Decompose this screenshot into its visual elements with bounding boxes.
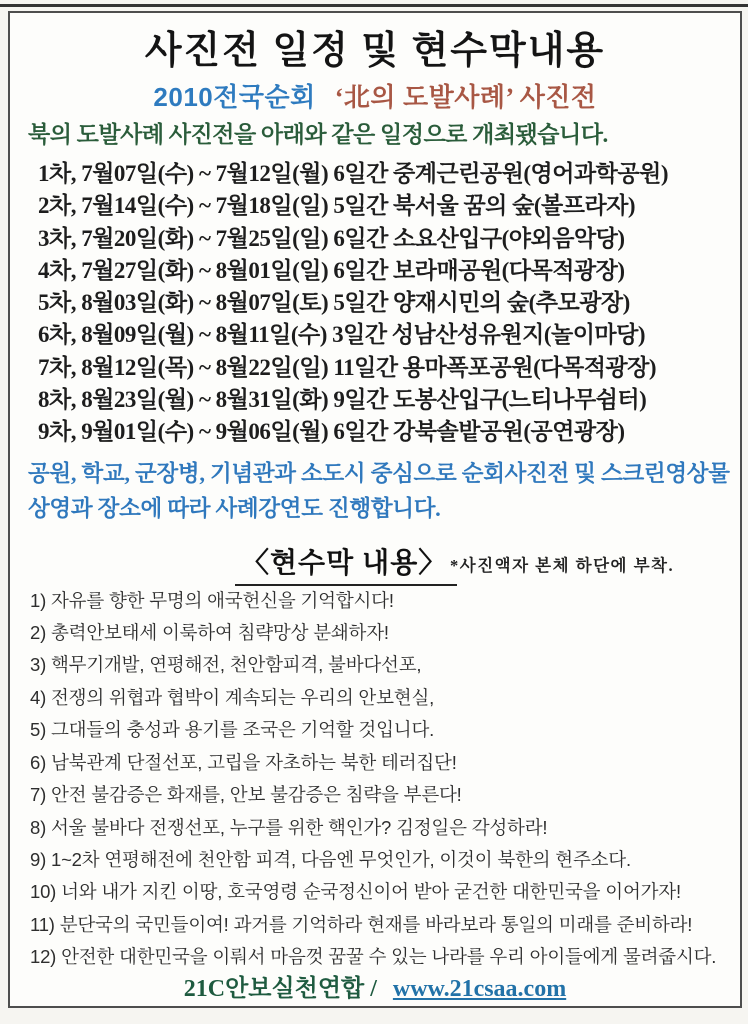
schedule-row: 3차, 7월20일(화) ~ 7월25일(일) 6일간 소요산입구(야외음악당): [38, 225, 625, 251]
tour-description: 공원, 학교, 군장병, 기념관과 소도시 중심으로 순회사진전 및 스크린영상물 상영과 장소에 따라 사례강연도 진행합니다.: [28, 460, 730, 521]
banner-item: 5) 그대들의 충성과 용기를 조국은 기억할 것입니다.: [30, 719, 435, 741]
banner-contents-heading: 〈현수막 내용〉: [235, 541, 457, 586]
schedule-row: 7차, 8월12일(목) ~ 8월22일(일) 11일간 용마폭포공원(다목적광장): [38, 354, 657, 380]
subtitle: [10, 80, 740, 115]
schedule-row: 8차, 8월23일(월) ~ 8월31일(화) 9일간 도봉산입구(느티나무쉼터): [38, 387, 647, 413]
banner-item: 9) 1~2차 연평해전에 천안함 피격, 다음엔 무엇인가, 이것이 북한의 현주소다.: [30, 848, 631, 870]
footer: [10, 974, 740, 1004]
banner-item: 7) 안전 불감증은 화재를, 안보 불감증은 침략을 부른다!: [30, 784, 462, 806]
banner-item: 6) 남북관계 단절선포, 고립을 자초하는 북한 테러집단!: [30, 751, 457, 773]
banner-item: 3) 핵무기개발, 연평해전, 천안함피격, 불바다선포,: [30, 654, 422, 676]
schedule-row: 6차, 8월09일(월) ~ 8월11일(수) 3일간 성남산성유원지(놀이마당): [38, 322, 646, 348]
banner-slogan-list: [30, 585, 740, 974]
document-page: [8, 11, 742, 1008]
schedule-row: 2차, 7월14일(수) ~ 7월18일(일) 5일간 북서울 꿈의 숲(볼프라자): [38, 193, 636, 219]
banner-header-row: [10, 541, 740, 583]
banner-item: 10) 너와 내가 지킨 이땅, 호국영령 순국정신이어 받아 굳건한 대한민국을 이어가자!: [30, 881, 681, 903]
banner-item: 8) 서울 불바다 전쟁선포, 누구를 위한 핵인가? 김정일은 각성하라!: [30, 816, 548, 838]
banner-item: 4) 전쟁의 위협과 협박이 계속되는 우리의 안보현실,: [30, 686, 435, 708]
banner-item: 2) 총력안보태세 이룩하여 침략망상 분쇄하자!: [30, 622, 389, 644]
intro-text: 북의 도발사례 사진전을 아래와 같은 일정으로 개최됐습니다.: [28, 122, 608, 147]
schedule-list: [38, 158, 740, 449]
subtitle-tour-label: 2010전국순회: [153, 82, 316, 112]
schedule-row: 9차, 9월01일(수) ~ 9월06일(월) 6일간 강북솔밭공원(공연광장): [38, 419, 625, 445]
org-name: 21C안보실천연합 /: [183, 975, 377, 1002]
schedule-row: 1차, 7월07일(수) ~ 7월12일(월) 6일간 중계근린공원(영어과학공원): [38, 161, 668, 186]
banner-item: 11) 분단국의 국민들이여! 과거를 기억하라 현재를 바라보라 통일의 미래를 준비하라!: [30, 913, 693, 935]
page-title: 사진전 일정 및 현수막내용: [144, 30, 606, 72]
banner-item: 1) 자유를 향한 무명의 애국헌신을 기억합시다!: [30, 589, 394, 611]
subtitle-exhibit-label: ‘北의 도발사례’ 사진전: [334, 83, 597, 112]
schedule-row: 5차, 8월03일(화) ~ 8월07일(토) 5일간 양재시민의 숲(추모광장): [38, 290, 630, 316]
banner-attach-note: *사진액자 본체 하단에 부착.: [450, 555, 675, 575]
website-url: www.21csaa.com: [392, 975, 567, 1002]
banner-item: 12) 안전한 대한민국을 이뤄서 마음껏 꿈꿀 수 있는 나라를 우리 아이들에게 물려줍시다.: [30, 946, 717, 968]
schedule-row: 4차, 7월27일(화) ~ 8월01일(일) 6일간 보라매공원(다목적광장): [38, 257, 625, 283]
scan-edge-line: [0, 4, 748, 7]
